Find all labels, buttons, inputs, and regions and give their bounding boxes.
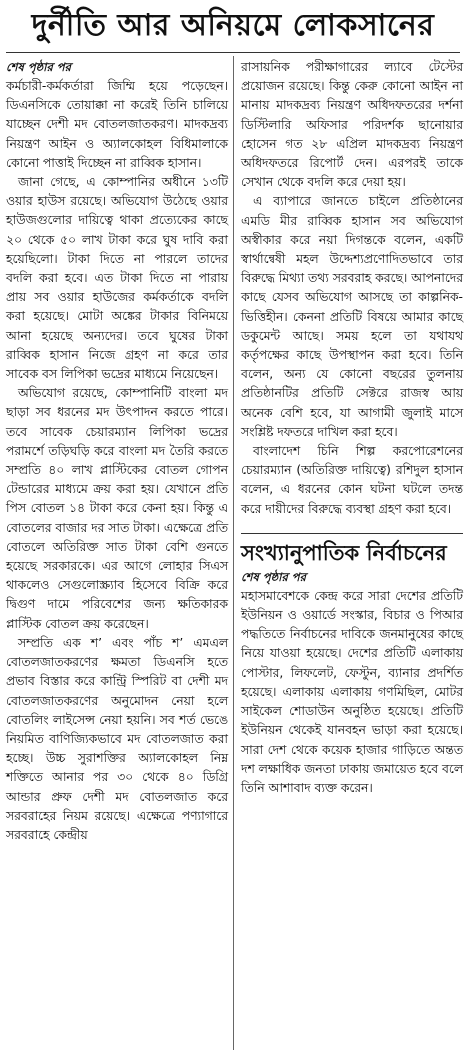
column-divider <box>233 56 234 1050</box>
article-paragraph: অভিযোগ রয়েছে, কোম্পানিটি বাংলা মদ ছাড়া সব ধরনের মদ উৎপাদন করতে পারে। তবে সাবেক চেয়ারম্যান লিপিকা ভদ্রের পরামর্শে তড়িঘড়ি করে বাংলা মদ তৈরি করতে সম্প্রতি ৪০ লাখ প্লাস্টিকের বোতল গোপন টেন্ডারের মাধ্যমে ক্রয় করা হয়। যেখানে প্রতি পিস বোতল ১৪ টাকা করে কেনা হয়। কিন্তু এ বোতলের বাজার দর সাত টাকা। এক্ষেত্রে প্রতি বোতলে অতিরিক্ত সাত টাকা বেশি গুনতে হয়েছে সরকারকে। এর আগে লোহার সিএস থাকলেও সেগুলোস্ক্র্যাব হিসেবে বিক্রি করে দ্বিগুণ দামে পরিবেশের জন্য ক্ষতিকারক প্লাস্টিক বোতল ক্রয় করেছেন। <box>6 386 228 631</box>
continued-from-label: শেষ পৃষ্ঠার পর <box>6 60 71 74</box>
article-paragraph: এ ব্যাপারে জানতে চাইলে প্রতিষ্ঠানের এমডি মীর রাব্বিক হাসান সব অভিযোগ অস্বীকার করে নয়া দিগন্তকে বলেন, একটি স্বার্থান্বেষী মহল উদ্দেশ্যপ্রণোদিতভাবে তার বিরুদ্ধে মিথ্যা তথ্য সরবরাহ করছে। আপনাদের কাছে যেসব অভিযোগ আসছে তা কাল্পনিক-ভিত্তিহীন। কেননা প্রতিটি বিষয়ে আমার কাছে ডকুমেন্ট আছে। সময় হলে তা যথাযথ কর্তৃপক্ষের কাছে উপস্থাপন করা হবে। তিনি বলেন, অন্য যে কোনো বছরের তুলনায় প্রতিষ্ঠানটির প্রতিটি সেক্টরে রাজস্ব আয় অনেক বেশি হবে, যা আগামী জুলাই মাসে সংশ্লিষ্ট দফতরে দাখিল করা হবে। <box>241 194 463 439</box>
article-paragraph: সম্প্রতি এক শ’ এবং পাঁচ শ’ এমএল বোতলজাতকরণের ক্ষমতা ডিএনসি হতে প্রভাব বিস্তার করে কান্ট্রি স্পিরিট বা দেশী মদ বোতলজাতকরণের অনুমোদন নেয়া হলে বোতলিং লাইসেন্স নেয়া হয়নি। সব শর্ত ভেঙে নিয়মিত বাণিজ্যিকভাবে মদ বোতলজাত করা হচ্ছে। উচ্চ সুরাশক্তির অ্যালকোহল নিম্ন শক্তিতে আনার পর ৩০ থেকে ৪০ ডিগ্রি আন্ডার প্রুফ দেশী মদ বোতলজাত করে সরবরাহের নিয়ম রয়েছে। এক্ষেত্রে পণ্যাগারে সরবরাহে কেন্দ্রীয় <box>6 635 228 842</box>
page-headline: দুর্নীতি আর অনিয়মে লোকসানের <box>31 8 435 43</box>
article-paragraph: কর্মচারী-কর্মকর্তারা জিম্মি হয়ে পড়েছেন। ডিএনসিকে তোয়াক্কা না করেই তিনি চালিয়ে যাচ্ছেন দেশী মদ বোতলজাতকরণ। মাদকদ্রব্য নিয়ন্ত্রণ আইন ও অ্যালকোহল বিধিমালাকে কোনো পাত্তাই দিচ্ছেন না রাব্বিক হাসান। <box>6 79 228 170</box>
headline-rule <box>6 52 460 53</box>
article-paragraph: রাসায়নিক পরীক্ষাগারের ল্যাবে টেস্টের প্রয়োজন রয়েছে। কিন্তু কেরু কোনো আইন না মানায় মাদকদ্রব্য নিয়ন্ত্রণ অধিদফতরের দর্শনা ডিস্টিলারি অফিসার পরিদর্শক ছানোয়ার হোসেন গত ২৮ এপ্রিল মাদকদ্রব্য নিয়ন্ত্রণ অধিদফতরে রিপোর্ট দেন। এরপরই তাকে সেখান থেকে বদলি করে দেয়া হয়। <box>241 60 463 190</box>
second-story-continued-label: শেষ পৃষ্ঠার পর <box>241 569 306 584</box>
right-column <box>241 58 463 798</box>
article-paragraph: বাংলাদেশ চিনি শিল্প করপোরেশনের চেয়ারম্যান (অতিরিক্ত দায়িত্বে) রশিদুল হাসান বলেন, এ ধরনের কোন ঘটনা ঘটলে তদন্ত করে দায়ীদের বিরুদ্ধে ব্যবস্থা গ্রহণ করা হবে। <box>241 444 463 516</box>
left-column <box>6 58 228 845</box>
second-story-headline: সংখ্যানুপাতিক নির্বাচনের <box>241 533 463 568</box>
second-story-paragraph: মহাসমাবেশকে কেন্দ্র করে সারা দেশের প্রতিটি ইউনিয়ন ও ওয়ার্ডে সংস্কার, বিচার ও পিআর পদ্ধতিতে নির্বাচনের দাবিকে জনমানুষের কাছে নিয়ে যাওয়া হয়েছে। দেশের প্রতিটি এলাকায় পোস্টার, লিফলেট, ফেস্টুন, ব্যানার প্রদর্শিত হয়েছে। এলাকায় এলাকায় গণমিছিল, মোটর সাইকেল শোডাউন অনুষ্ঠিত হয়েছে। প্রতিটি ইউনিয়ন থেকেই যানবহন ভাড়া করা হয়েছে। সারা দেশ থেকে কয়েক হাজার গাড়িতে অন্তত দশ লক্ষাধিক জনতা ঢাকায় জমায়েত হবে বলে তিনি আশাবাদ ব্যক্ত করেন। <box>241 588 463 795</box>
article-paragraph: জানা গেছে, এ কোম্পানির অধীনে ১৩টি ওয়ার হাউস রয়েছে। অভিযোগ উঠেছে ওয়ার হাউজগুলোর দায়িত্বে থাকা প্রত্যেকের কাছে ২০ থেকে ৫০ লাখ টাকা করে ঘুষ দাবি করা হয়েছিলো। টাকা দিতে না পারলে তাদের বদলি করা হবে। এত টাকা দিতে না পারায় প্রায় সব ওয়ার হাউজের কর্মকর্তাকে বদলি করা হয়েছে। মোটা অঙ্কের টাকার বিনিময়ে আনা হয়েছে অন্যদের। তবে ঘুষের টাকা রাব্বিক হাসান নিজে গ্রহণ না করে তার সাবেক বস লিপিকা ভদ্রের মাধ্যমে নিয়েছেন। <box>6 175 228 382</box>
